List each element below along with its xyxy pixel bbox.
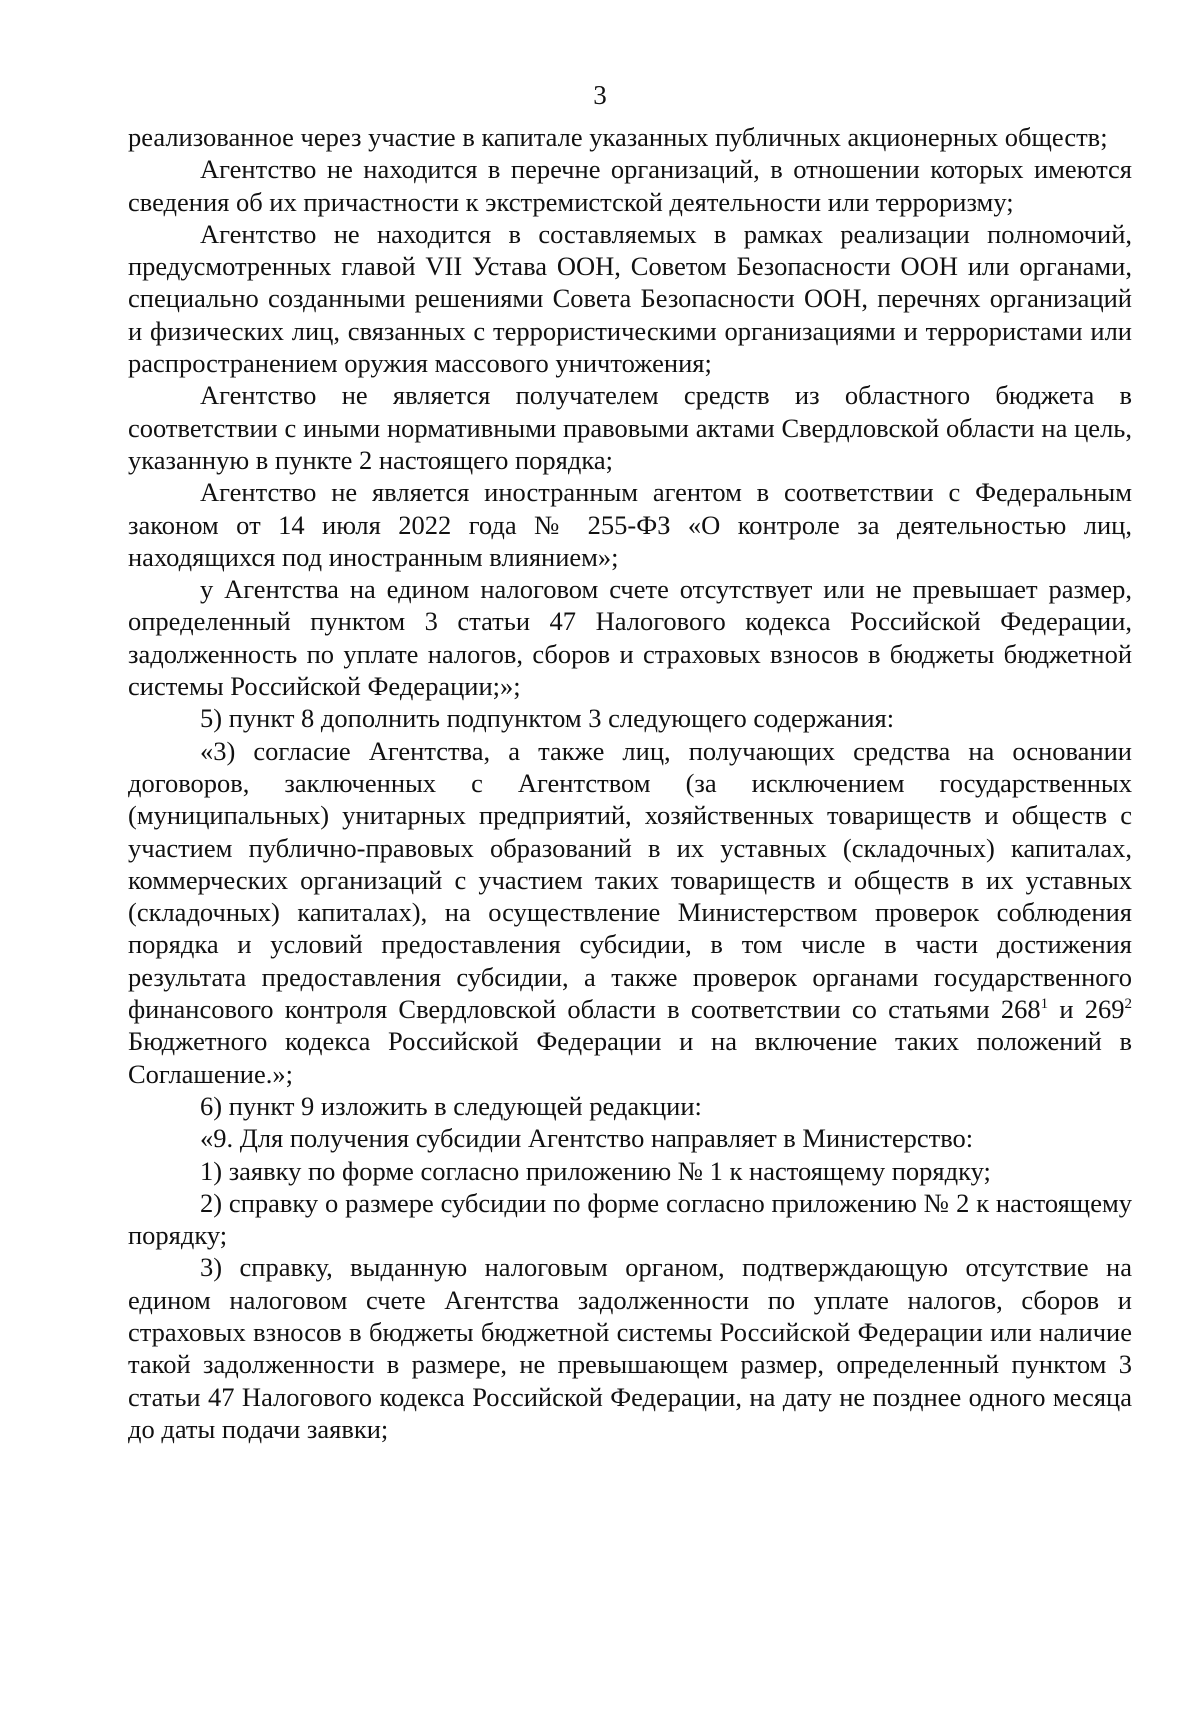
paragraph-item-2: 2) справку о размере субсидии по форме согласно приложению № 2 к настоящему порядку; [128,1187,1132,1251]
paragraph-item-1: 1) заявку по форме согласно приложению № 1 к настоящему порядку; [200,1155,991,1186]
page-number: 3 [593,80,607,110]
article-superscript: 1 [1040,996,1049,1013]
paragraph-consent-clause [128,735,1132,1090]
paragraph-amendment-5: 5) пункт 8 дополнить подпунктом 3 следующего содержания: [200,703,895,734]
paragraph-continuation: реализованное через участие в капитале указанных публичных акционерных обществ; [128,122,1108,152]
paragraph-foreign-agent: Агентство не является иностранным агентом в соответствии с Федеральным законом от 14 июля 2022 года № 255-ФЗ «О контроле за деятельностью лиц, находящихся под иностранным влиянием»; [128,477,1132,572]
document-body [128,121,1132,1445]
paragraph-budget-recipient: Агентство не является получателем средств из областного бюджета в соответствии с иными нормативными правовыми актами Свердловской области на цель, указанную в пункте 2 настоящего порядка; [128,380,1132,475]
consent-clause-ending: Бюджетного кодекса Российской Федерации и на включение таких положений в Соглашение.»; [128,1026,1132,1089]
paragraph-amendment-6: 6) пункт 9 изложить в следующей редакции: [200,1090,702,1121]
consent-clause-conjunction: и 269 [1048,994,1125,1025]
paragraph-item-3: 3) справку, выданную налоговым органом, подтверждающую отсутствие на едином налоговом счете Агентства задолженности по уплате налогов, сборов и страховых взносов в бюджеты бюджетной системы Российской Федерации или наличие такой задолженности в размере, не превышающем размер, определенный пунктом 3 статьи 47 Налогового кодекса Российской Федерации, на дату не позднее одного месяца до даты подачи заявки; [128,1252,1132,1444]
paragraph-tax-debt: у Агентства на едином налоговом счете отсутствует или не превышает размер, определенный пунктом 3 статьи 47 Налогового кодекса Российской Федерации, задолженность по уплате налогов, сборов и страховых взносов в бюджеты бюджетной системы Российской Федерации;»; [128,574,1132,702]
consent-clause-text: «3) согласие Агентства, а также лиц, получающих средства на основании договоров, заключенных с Агентством (за исключением государственных (муниципальных) унитарных предприятий, хозяйственных товариществ и обществ с участием публично-правовых образований в их уставных (складочных) капиталах, коммерческих организаций с участием таких товариществ и обществ в их уставных (складочных) капиталах), на осуществление Министерством проверок соблюдения порядка и условий предоставления субсидии, в том числе в части достижения результата предоставления субсидии, а также проверок органами государственного финансового контроля Свердловской области в соответствии со статьями 268 [128,735,1132,1025]
paragraph-un-sanctions-list: Агентство не находится в составляемых в рамках реализации полномочий, предусмотренных главой VII Устава ООН, Советом Безопасности ООН или органами, специально созданными решениями Совета Безопасности ООН, перечнях организаций и физических лиц, связанных с террористическими организациями и террористами или распространением оружия массового уничтожения; [128,218,1132,379]
paragraph-extremism-list: Агентство не находится в перечне организаций, в отношении которых имеются сведения об их причастности к экстремистской деятельности или терроризму; [128,154,1132,217]
article-superscript: 2 [1124,996,1132,1013]
paragraph-clause-9: «9. Для получения субсидии Агентство направляет в Министерство: [200,1123,974,1154]
